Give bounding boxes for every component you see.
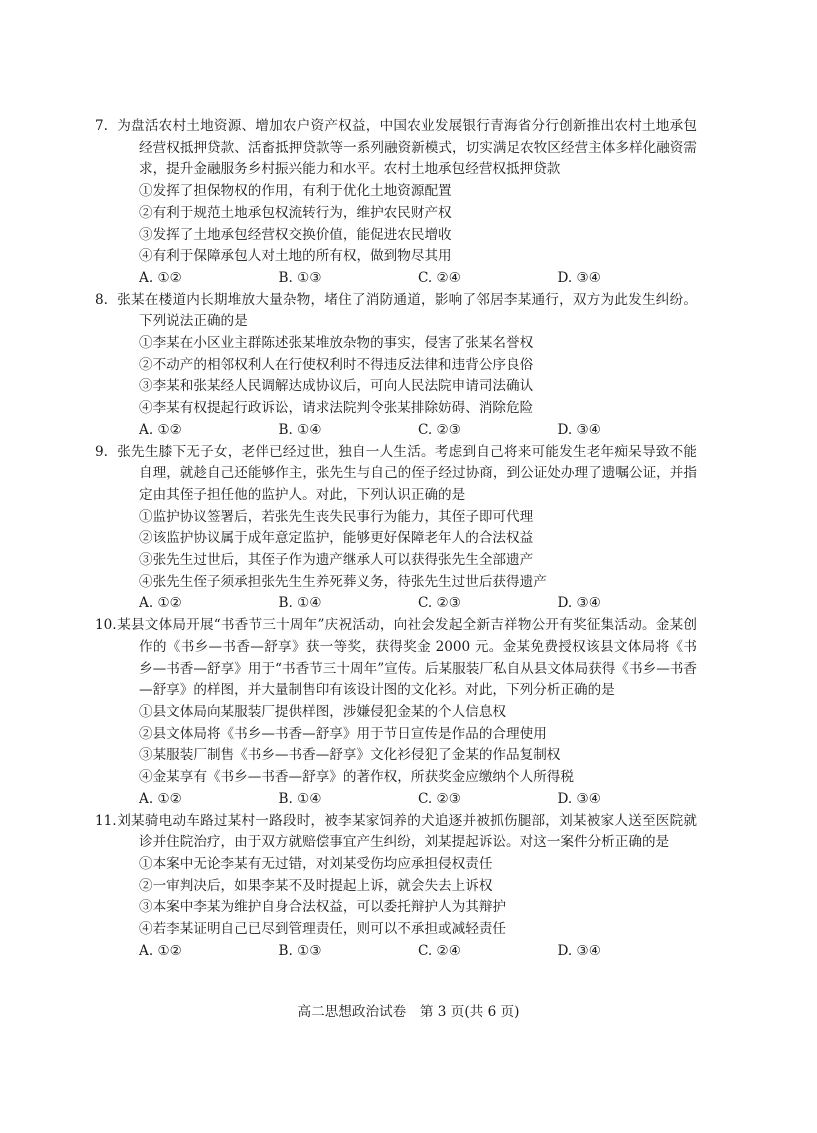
answer-choices (117, 941, 697, 963)
answer-choices (117, 789, 697, 811)
choice-c: C. ②③ (418, 595, 461, 612)
statement-2: ②该监护协议属于成年意定监护，能够更好保障老年人的合法权益 (139, 530, 534, 547)
statement-3: ③张先生过世后，其侄子作为遗产继承人可以获得张先生全部遗产 (139, 552, 534, 569)
statement-4: ④金某享有《书乡—书香—舒享》的著作权，所获奖金应缴纳个人所得税 (139, 769, 574, 786)
choice-d: D. ③④ (557, 595, 601, 612)
question-9 (95, 442, 697, 616)
question-11 (95, 811, 697, 963)
statement-2: ②一审判决后，如果李某不及时提起上诉，就会失去上诉权 (139, 877, 493, 894)
statement-1: ①发挥了担保物权的作用，有利于优化土地资源配置 (139, 183, 452, 200)
statement-4: ④张先生侄子须承担张先生生养死葬义务，待张先生过世后获得遗产 (139, 573, 547, 590)
statement-1: ①县文体局向某服装厂提供样图，涉嫌侵犯金某的个人信息权 (139, 703, 507, 720)
question-7 (95, 116, 697, 290)
statement-2: ②不动产的相邻权利人在行使权利时不得违反法律和违背公序良俗 (139, 356, 534, 373)
question-8 (95, 290, 697, 442)
question-stem: 8. 张某在楼道内长期堆放大量杂物，堵住了消防通道，影响了邻居李某通行，双方为此发生纠纷。下列说法正确的是 (95, 291, 697, 330)
answer-choices (117, 268, 697, 290)
statement-3: ③本案中李某为维护自身合法权益，可以委托辩护人为其辩护 (139, 899, 507, 916)
question-text: 张某在楼道内长期堆放大量杂物，堵住了消防通道，影响了邻居李某通行，双方为此发生纠纷。下列说法正确的是 (117, 291, 697, 330)
choice-a: A. ①② (139, 421, 182, 438)
choice-b: B. ①③ (278, 269, 322, 286)
choice-b: B. ①④ (278, 595, 322, 612)
choice-b: B. ①④ (278, 790, 322, 807)
page-footer: 高二思想政治试卷 第 3 页(共 6 页) (297, 1004, 520, 1020)
question-text: 张先生膝下无子女，老伴已经过世，独自一人生活。考虑到自己将来可能发生老年痴呆导致不能自理，就趁自己还能够作主，张先生与自己的侄子经过协商，到公证处办理了遗嘱公证，并指定由其侄子担任他的监护人。对此，下列认识正确的是 (117, 443, 697, 503)
statement-3: ③发挥了土地承包经营权交换价值，能促进农民增收 (139, 226, 452, 243)
question-text: 为盘活农村土地资源、增加农户资产权益，中国农业发展银行青海省分行创新推出农村土地承包经营权抵押贷款、活畜抵押贷款等一系列融资新模式，切实满足农牧区经营主体多样化融资需求，提升金融服务乡村振兴能力和水平。农村土地承包经营权抵押贷款 (117, 118, 697, 178)
statement-3: ③某服装厂制售《书乡—书香—舒享》文化衫侵犯了金某的作品复制权 (139, 747, 561, 764)
choice-b: B. ①④ (278, 421, 322, 438)
question-text: 某县文体局开展“书香节三十周年”庆祝活动，向社会发起全新吉祥物公开有奖征集活动。金某创作的《书乡—书香—舒享》获一等奖，获得奖金 2000 元。金某免费授权该县文体局将《书乡—书香—舒享》用于“书香节三十周年”宣传。后某服装厂私自从县文体局获得《书乡—书香—舒享》的样图，并大量制售印有该设计图的文化衫。对此，下列分析正确的是 (117, 617, 697, 699)
statement-1: ①监护协议签署后，若张先生丧失民事行为能力，其侄子即可代理 (139, 508, 534, 525)
statement-1: ①本案中无论李某有无过错，对刘某受伤均应承担侵权责任 (139, 855, 493, 872)
statement-1: ①李某在小区业主群陈述张某堆放杂物的事实，侵害了张某名誉权 (139, 335, 534, 352)
choice-c: C. ②③ (418, 421, 461, 438)
choice-a: A. ①② (139, 942, 182, 959)
choice-d: D. ③④ (557, 942, 601, 959)
choice-d: D. ③④ (557, 790, 601, 807)
choice-a: A. ①② (139, 595, 182, 612)
answer-choices (117, 420, 697, 442)
statement-4: ④李某有权提起行政诉讼，请求法院判令张某排除妨碍、消除危险 (139, 400, 534, 417)
choice-c: C. ②④ (418, 269, 461, 286)
question-stem: 9. 张先生膝下无子女，老伴已经过世，独自一人生活。考虑到自己将来可能发生老年痴呆导致不能自理，就趁自己还能够作主，张先生与自己的侄子经过协商，到公证处办理了遗嘱公证，并指定由其侄子担任他的监护人。对此，下列认识正确的是 (95, 443, 697, 503)
choice-d: D. ③④ (557, 421, 601, 438)
statement-3: ③李某和张某经人民调解达成协议后，可向人民法院申请司法确认 (139, 378, 534, 395)
choice-d: D. ③④ (557, 269, 601, 286)
statement-4: ④若李某证明自己已尽到管理责任，则可以不承担或减轻责任 (139, 921, 507, 938)
question-10 (95, 615, 697, 810)
choice-b: B. ①③ (278, 942, 322, 959)
question-stem: 7. 为盘活农村土地资源、增加农户资产权益，中国农业发展银行青海省分行创新推出农村土地承包经营权抵押贷款、活畜抵押贷款等一系列融资新模式，切实满足农牧区经营主体多样化融资需求，提升金融服务乡村振兴能力和水平。农村土地承包经营权抵押贷款 (95, 118, 697, 178)
question-text: 刘某骑电动车路过某村一路段时，被李某家饲养的犬追逐并被抓伤腿部，刘某被家人送至医院就诊并住院治疗，由于双方就赔偿事宜产生纠纷，刘某提起诉讼。对这一案件分析正确的是 (117, 812, 697, 851)
question-list (95, 116, 697, 962)
question-stem: 10.某县文体局开展“书香节三十周年”庆祝活动，向社会发起全新吉祥物公开有奖征集活动。金某创作的《书乡—书香—舒享》获一等奖，获得奖金 2000 元。金某免费授权该县文体局将《书乡—书香—舒享》用于“书香节三十周年”宣传。后某服装厂私自从县文体局获得《书乡—书香—舒享》的样图，并大量制售印有该设计图的文化衫。对此，下列分析正确的是 (95, 617, 697, 699)
question-stem: 11.刘某骑电动车路过某村一路段时，被李某家饲养的犬追逐并被抓伤腿部，刘某被家人送至医院就诊并住院治疗，由于双方就赔偿事宜产生纠纷，刘某提起诉讼。对这一案件分析正确的是 (95, 812, 697, 851)
choice-c: C. ②③ (418, 790, 461, 807)
choice-a: A. ①② (139, 269, 182, 286)
statement-4: ④有利于保障承包人对土地的所有权，做到物尽其用 (139, 248, 452, 265)
answer-choices (117, 593, 697, 615)
statement-2: ②有利于规范土地承包权流转行为，维护农民财产权 (139, 204, 452, 221)
statement-2: ②县文体局将《书乡—书香—舒享》用于节日宣传是作品的合理使用 (139, 725, 547, 742)
choice-a: A. ①② (139, 790, 182, 807)
choice-c: C. ②④ (418, 942, 461, 959)
